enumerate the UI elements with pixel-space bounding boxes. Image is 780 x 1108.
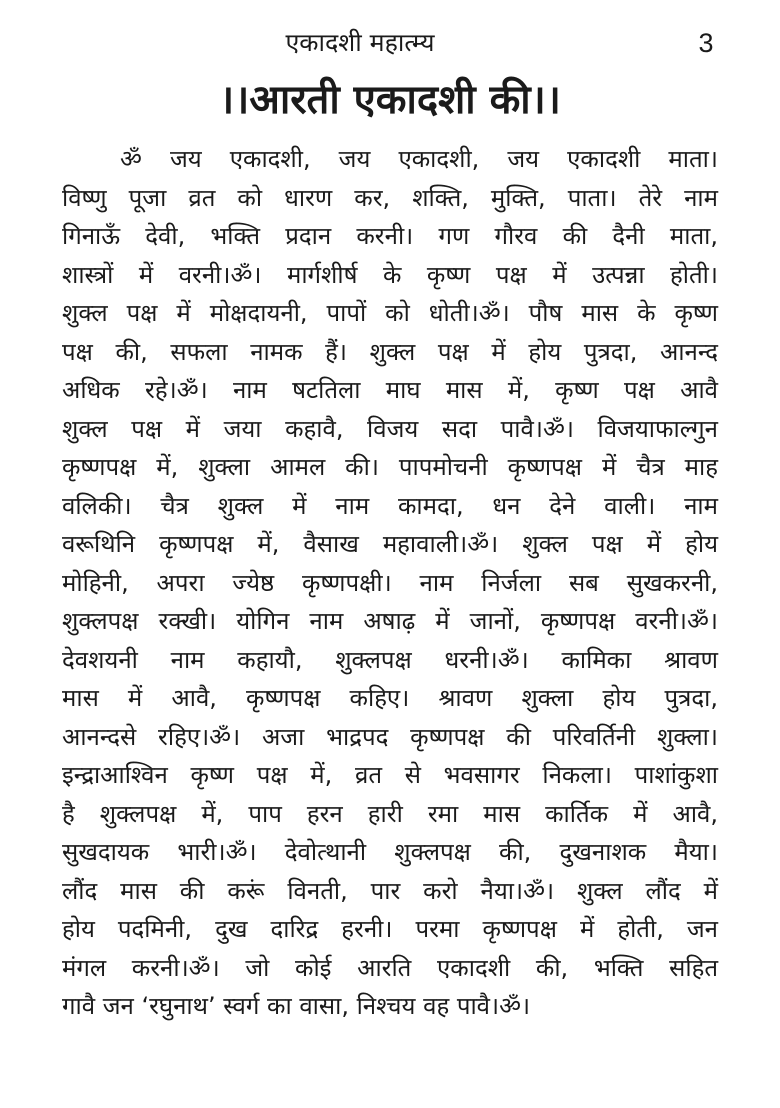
aarti-body: [62, 140, 718, 1026]
text-line: गिनाऊँ देवी, भक्ति प्रदान करनी। गण गौरव की दैनी माता,: [62, 222, 718, 250]
text-line: गावै जन ‘रघुनाथ’ स्वर्ग का वासा, निश्चय वह पावै।ॐ।: [62, 992, 531, 1020]
text-line: अधिक रहे।ॐ। नाम षटतिला माघ मास में, कृष्ण पक्ष आवै: [62, 376, 718, 404]
text-line: शुक्लपक्ष रक्खी। योगिन नाम अषाढ़ में जानों, कृष्णपक्ष वरनी।ॐ।: [62, 607, 718, 635]
text-line: सुखदायक भारी।ॐ। देवोत्थानी शुक्लपक्ष की, दुखनाशक मैया।: [62, 838, 718, 866]
text-line: आनन्दसे रहिए।ॐ। अजा भाद्रपद कृष्णपक्ष की परिवर्तिनी शुक्ला।: [62, 722, 718, 751]
text-line: लौंद मास की करूं विनती, पार करो नैया।ॐ। शुक्ल लौंद में: [62, 876, 718, 905]
text-line: शास्त्रों में वरनी।ॐ। मार्गशीर्ष के कृष्ण पक्ष में उत्पन्ना होती।: [62, 260, 718, 289]
running-header: एकादशी महात्म्य: [285, 28, 435, 57]
text-line: होय पदमिनी, दुख दारिद्र हरनी। परमा कृष्णपक्ष में होती, जन: [62, 915, 718, 943]
aarti-title: ।।आरती एकादशी की।।: [219, 77, 561, 123]
text-line: वरूथिनि कृष्णपक्ष में, वैसाख महावाली।ॐ। शुक्ल पक्ष में होय: [62, 530, 718, 558]
text-line: शुक्ल पक्ष में जया कहावै, विजय सदा पावै।ॐ। विजयाफाल्गुन: [62, 414, 718, 443]
text-line: विष्णु पूजा व्रत को धारण कर, शक्ति, मुक्ति, पाता। तेरे नाम: [62, 183, 718, 212]
text-line: मास में आवै, कृष्णपक्ष कहिए। श्रावण शुक्ला होय पुत्रदा,: [62, 684, 718, 712]
text-line: पक्ष की, सफला नामक हैं। शुक्ल पक्ष में होय पुत्रदा, आनन्द: [62, 337, 718, 366]
text-line: वलिकी। चैत्र शुक्ल में नाम कामदा, धन देने वाली। नाम: [62, 491, 718, 520]
text-line: कृष्णपक्ष में, शुक्ला आमल की। पापमोचनी कृष्णपक्ष में चैत्र माह: [62, 453, 718, 481]
text-line: ॐ जय एकादशी, जय एकादशी, जय एकादशी माता।: [120, 145, 718, 173]
text-line: मोहिनी, अपरा ज्येष्ठ कृष्णपक्षी। नाम निर्जला सब सुखकरनी,: [62, 568, 718, 597]
page-number: 3: [698, 28, 714, 58]
text-line: देवशयनी नाम कहायौ, शुक्लपक्ष धरनी।ॐ। कामिका श्रावण: [62, 645, 718, 674]
text-line: है शुक्लपक्ष में, पाप हरन हारी रमा मास कार्तिक में आवै,: [62, 799, 718, 828]
text-line: शुक्ल पक्ष में मोक्षदायनी, पापों को धोती।ॐ। पौष मास के कृष्ण: [62, 299, 718, 327]
text-line: इन्द्राआश्विन कृष्ण पक्ष में, व्रत से भवसागर निकला। पाशांकुशा: [62, 761, 718, 789]
text-line: मंगल करनी।ॐ। जो कोई आरति एकादशी की, भक्ति सहित: [62, 953, 718, 982]
